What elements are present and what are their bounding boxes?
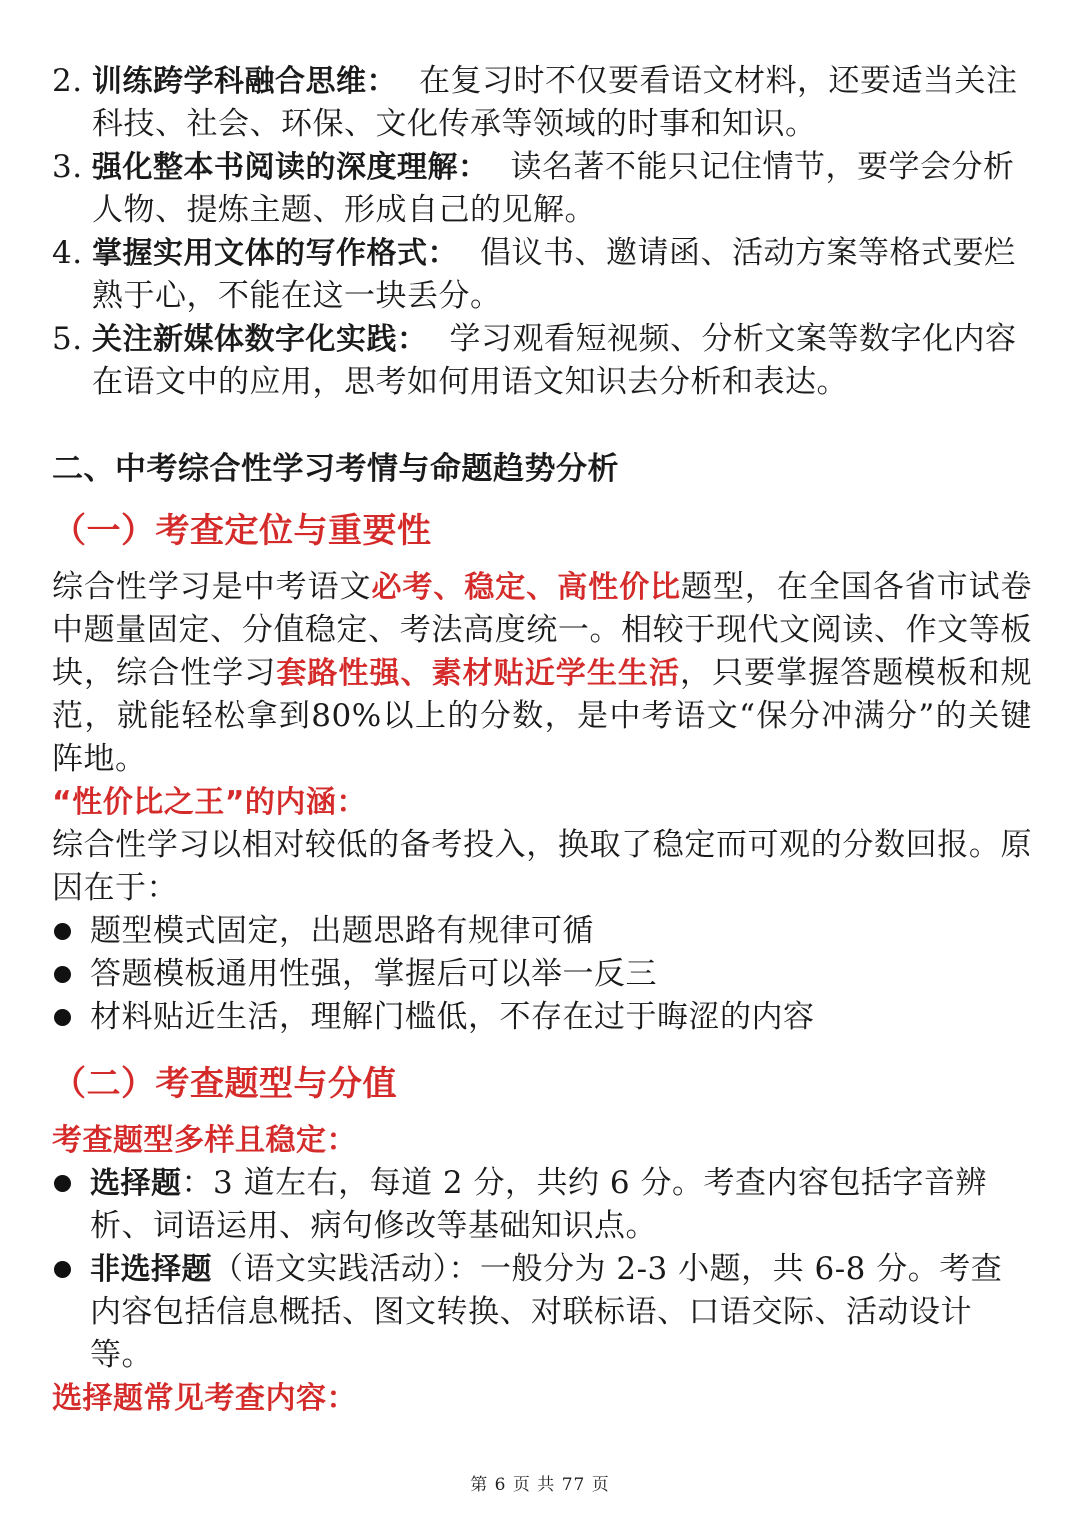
bullet-dot-icon — [54, 1009, 71, 1026]
list-item — [52, 232, 1032, 318]
list-text: 学习观看短视频、分析文案等数字化内容在语文中的应用，思考如何用语文知识去分析和表达。 — [92, 321, 1017, 400]
bullet-dot-icon — [54, 923, 71, 940]
bullet-text: ：3 道左右，每道 2 分，共约 6 分。考查内容包括字音辨析、词语运用、病句修改等基础知识点。 — [90, 1165, 987, 1244]
page-content — [52, 60, 1032, 1420]
paragraph-text: 题型，在全国各省市试卷中题量固定、分值稳定、考法高度统一。相较于现代文阅读、作文等板块，综合性学习 — [52, 569, 1032, 691]
paragraph-positioning — [52, 566, 1032, 781]
subsection-heading: （二）考查题型与分值 — [52, 1064, 397, 1104]
subsection-heading: （一）考查定位与重要性 — [52, 511, 432, 551]
bullet-text: 题型模式固定，出题思路有规律可循 — [90, 913, 594, 949]
bullet-item — [52, 910, 1032, 953]
section-heading: 二、中考综合性学习考情与命题趋势分析 — [52, 451, 619, 487]
bullet-key: 选择题 — [90, 1166, 182, 1201]
list-key: 训练跨学科融合思维： — [92, 64, 397, 99]
bullet-dot-icon — [54, 966, 71, 983]
bullet-dot-icon — [54, 1175, 71, 1192]
list-key: 强化整本书阅读的深度理解： — [92, 150, 489, 185]
list-number: 2. — [52, 63, 83, 99]
bullet-item — [52, 1162, 1032, 1248]
paragraph-text: ，只要掌握答题模板和规范，就能轻松拿到80%以上的分数，是中考语文“保分冲满分”的关键阵地。 — [52, 655, 1033, 777]
list-text: 在复习时不仅要看语文材料，还要适当关注科技、社会、环保、文化传承等领域的时事和知识。 — [92, 63, 1018, 142]
list-number: 3. — [52, 149, 83, 185]
red-subheading: “性价比之王”的内涵： — [52, 785, 367, 820]
highlight-text: 必考、稳定、高性价比 — [371, 570, 681, 605]
bullet-text: 答题模板通用性强，掌握后可以举一反三 — [90, 956, 657, 992]
list-key: 掌握实用文体的写作格式： — [92, 236, 458, 271]
red-subheading: 考查题型多样且稳定： — [52, 1123, 357, 1158]
bullet-item — [52, 996, 1032, 1039]
bullet-text: 材料贴近生活，理解门槛低，不存在过于晦涩的内容 — [90, 999, 815, 1035]
bullet-key: 非选择题 — [90, 1252, 212, 1287]
bullet-dot-icon — [54, 1261, 71, 1278]
list-item — [52, 146, 1032, 232]
highlight-text: 套路性强、素材贴近学生生活 — [276, 656, 681, 691]
list-text: 读名著不能只记住情节，要学会分析人物、提炼主题、形成自己的见解。 — [92, 149, 1015, 228]
paragraph-text: 综合性学习是中考语文 — [52, 569, 372, 605]
bullet-text: （语文实践活动）：一般分为 2-3 小题，共 6-8 分。考查内容包括信息概括、图文转换、对联标语、口语交际、活动设计等。 — [90, 1251, 1003, 1373]
list-key: 关注新媒体数字化实践： — [92, 322, 428, 357]
red-subheading: 选择题常见考查内容： — [52, 1381, 357, 1416]
page-footer: 第 6 页 共 77 页 — [470, 1475, 610, 1495]
list-text: 倡议书、邀请函、活动方案等格式要烂熟于心，不能在这一块丢分。 — [92, 235, 1016, 314]
list-number: 5. — [52, 321, 83, 357]
bullet-item — [52, 1248, 1032, 1377]
paragraph-reason: 综合性学习以相对较低的备考投入，换取了稳定而可观的分数回报。原因在于： — [52, 827, 1032, 906]
list-item — [52, 60, 1032, 146]
list-item — [52, 318, 1032, 404]
list-number: 4. — [52, 235, 83, 271]
bullet-item — [52, 953, 1032, 996]
